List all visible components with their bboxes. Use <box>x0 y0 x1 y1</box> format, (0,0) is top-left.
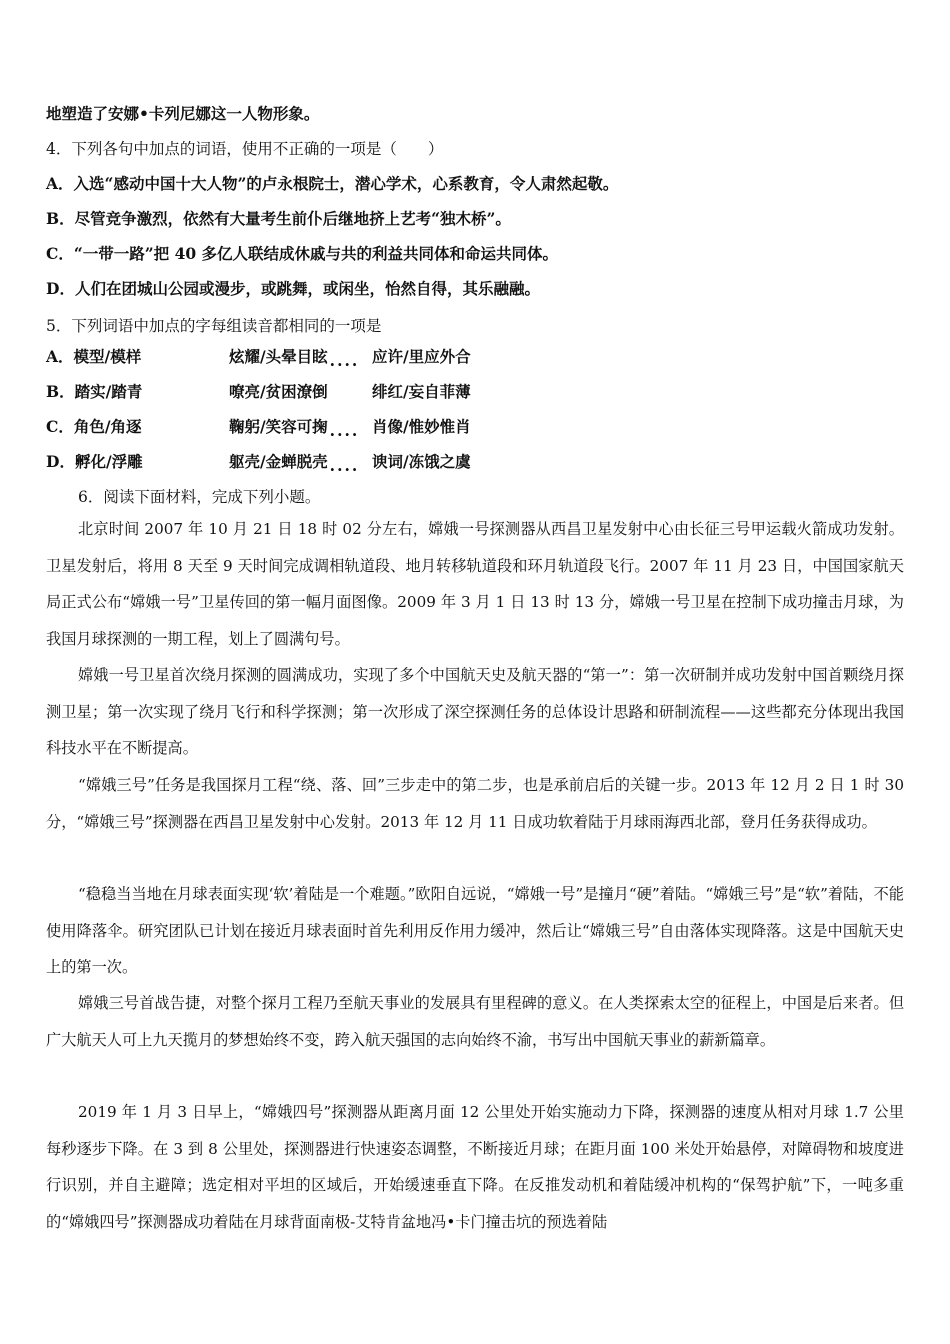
question-5-option-c <box>46 417 471 440</box>
emphasis-dots: .... <box>329 421 360 440</box>
passage-paragraph-3: “嫦娥三号”任务是我国探月工程“绕、落、回”三步走中的第二步，也是承前启后的关键一步。2013 年 12 月 2 日 1 时 30 分，“嫦娥三号”探测器在西昌卫星发射中心发射。2013 年 12 月 11 日成功软着陆于月球雨海西北部，登月任务获得成功。 <box>46 776 904 831</box>
word-group-3: 应许/里应外合 <box>372 347 471 366</box>
emphasis-dots: .... <box>329 456 360 475</box>
question-4-option-b: B．尽管竞争激烈，依然有大量考生前仆后继地挤上艺考“独木桥”。 <box>46 209 511 228</box>
passage-paragraph-4: “稳稳当当地在月球表面实现‘软’着陆是一个难题。”欧阳自远说，“嫦娥一号”是撞月“硬”着陆。“嫦娥三号”是“软”着陆，不能使用降落伞。研究团队已计划在接近月球表面时首先利用反作用力缓冲，然后让“嫦娥三号”自由落体实现降落。这是中国航天史上的第一次。 <box>46 885 904 976</box>
passage-paragraph-2: 嫦娥一号卫星首次绕月探测的圆满成功，实现了多个中国航天史及航天器的“第一”：第一次研制并成功发射中国首颗绕月探测卫星；第一次实现了绕月飞行和科学探测；第一次形成了深空探测任务的总体设计思路和研制流程——这些都充分体现出我国科技水平在不断提高。 <box>46 666 904 757</box>
continued-text-line: 地塑造了安娜•卡列尼娜这一人物形象。 <box>46 104 320 123</box>
option-label: C． <box>46 417 74 436</box>
word-group-1: 踏实/踏青 <box>74 382 143 401</box>
word-group-2-text: 躯壳/金蝉脱壳 <box>229 452 328 471</box>
word-group-2 <box>229 452 361 475</box>
option-label: B． <box>46 382 75 401</box>
word-group-3: 肖像/惟妙惟肖 <box>372 417 471 436</box>
question-6-stem: 6．阅读下面材料，完成下列小题。 <box>78 488 321 506</box>
emphasis-dots: .... <box>329 351 360 370</box>
word-group-2-text: 鞠躬/笑容可掬 <box>229 417 328 436</box>
passage-paragraph-1: 北京时间 2007 年 10 月 21 日 18 时 02 分左右，嫦娥一号探测器从西昌卫星发射中心由长征三号甲运载火箭成功发射。卫星发射后，将用 8 天至 9 天时间完成调相轨道段、地月转移轨道段和环月轨道段飞行。2007 年 11 月 23 日，中国国家航天局正式公布“嫦娥一号”卫星传回的第一幅月面图像。2009 年 3 月 1 日 13 时 13 分，嫦娥一号卫星在控制下成功撞击月球，为我国月球探测的一期工程，划上了圆满句号。 <box>46 520 904 648</box>
passage-paragraph-6: 2019 年 1 月 3 日早上，“嫦娥四号”探测器从距离月面 12 公里处开始实施动力下降，探测器的速度从相对月球 1.7 公里每秒逐步下降。在 3 到 8 公里处，探测器进行快速姿态调整，不断接近月球；在距月面 100 米处开始悬停，对障碍物和坡度进行识别，并自主避障；选定相对平坦的区域后，开始缓速垂直下降。在反推发动机和着陆缓冲机构的“保驾护航”下，一吨多重的“嫦娥四号”探测器成功着陆在月球背面南极-艾特肯盆地冯•卡门撞击坑的预选着陆 <box>46 1103 904 1231</box>
word-group-2 <box>229 417 361 440</box>
passage-paragraph-5: 嫦娥三号首战告捷，对整个探月工程乃至航天事业的发展具有里程碑的意义。在人类探索太空的征程上，中国是后来者。但广大航天人可上九天揽月的梦想始终不变，跨入航天强国的志向始终不渝，书写出中国航天事业的薪新篇章。 <box>46 994 904 1049</box>
word-group-2 <box>229 347 361 370</box>
word-group-2: 嘹亮/贫困潦倒 <box>229 382 328 401</box>
option-label: A． <box>46 347 74 366</box>
question-4-option-c: C．“一带一路”把 40 多亿人联结成休戚与共的利益共同体和命运共同体。 <box>46 244 559 263</box>
word-group-1: 模型/模样 <box>73 347 142 366</box>
word-group-1: 孵化/浮雕 <box>74 452 143 471</box>
question-4-option-a: A．入选“感动中国十大人物”的卢永根院士，潜心学术，心系教育，令人肃然起敬。 <box>46 174 619 193</box>
word-group-3: 绯红/妄自菲薄 <box>372 382 471 401</box>
question-5-option-d <box>46 452 471 475</box>
question-5-option-a <box>46 347 471 370</box>
question-5-option-b <box>46 382 471 402</box>
question-4-option-d: D．人们在团城山公园或漫步，或跳舞，或闲坐，怡然自得，其乐融融。 <box>46 279 540 298</box>
word-group-2-text: 炫耀/头晕目眩 <box>229 347 328 366</box>
option-label: D． <box>46 452 75 471</box>
word-group-1: 角色/角逐 <box>73 417 142 436</box>
question-4-stem: 4．下列各句中加点的词语，使用不正确的一项是（ ） <box>46 140 444 158</box>
word-group-3: 谀词/冻饿之虞 <box>372 452 471 471</box>
question-5-stem: 5．下列词语中加点的字每组读音都相同的一项是 <box>46 317 382 335</box>
